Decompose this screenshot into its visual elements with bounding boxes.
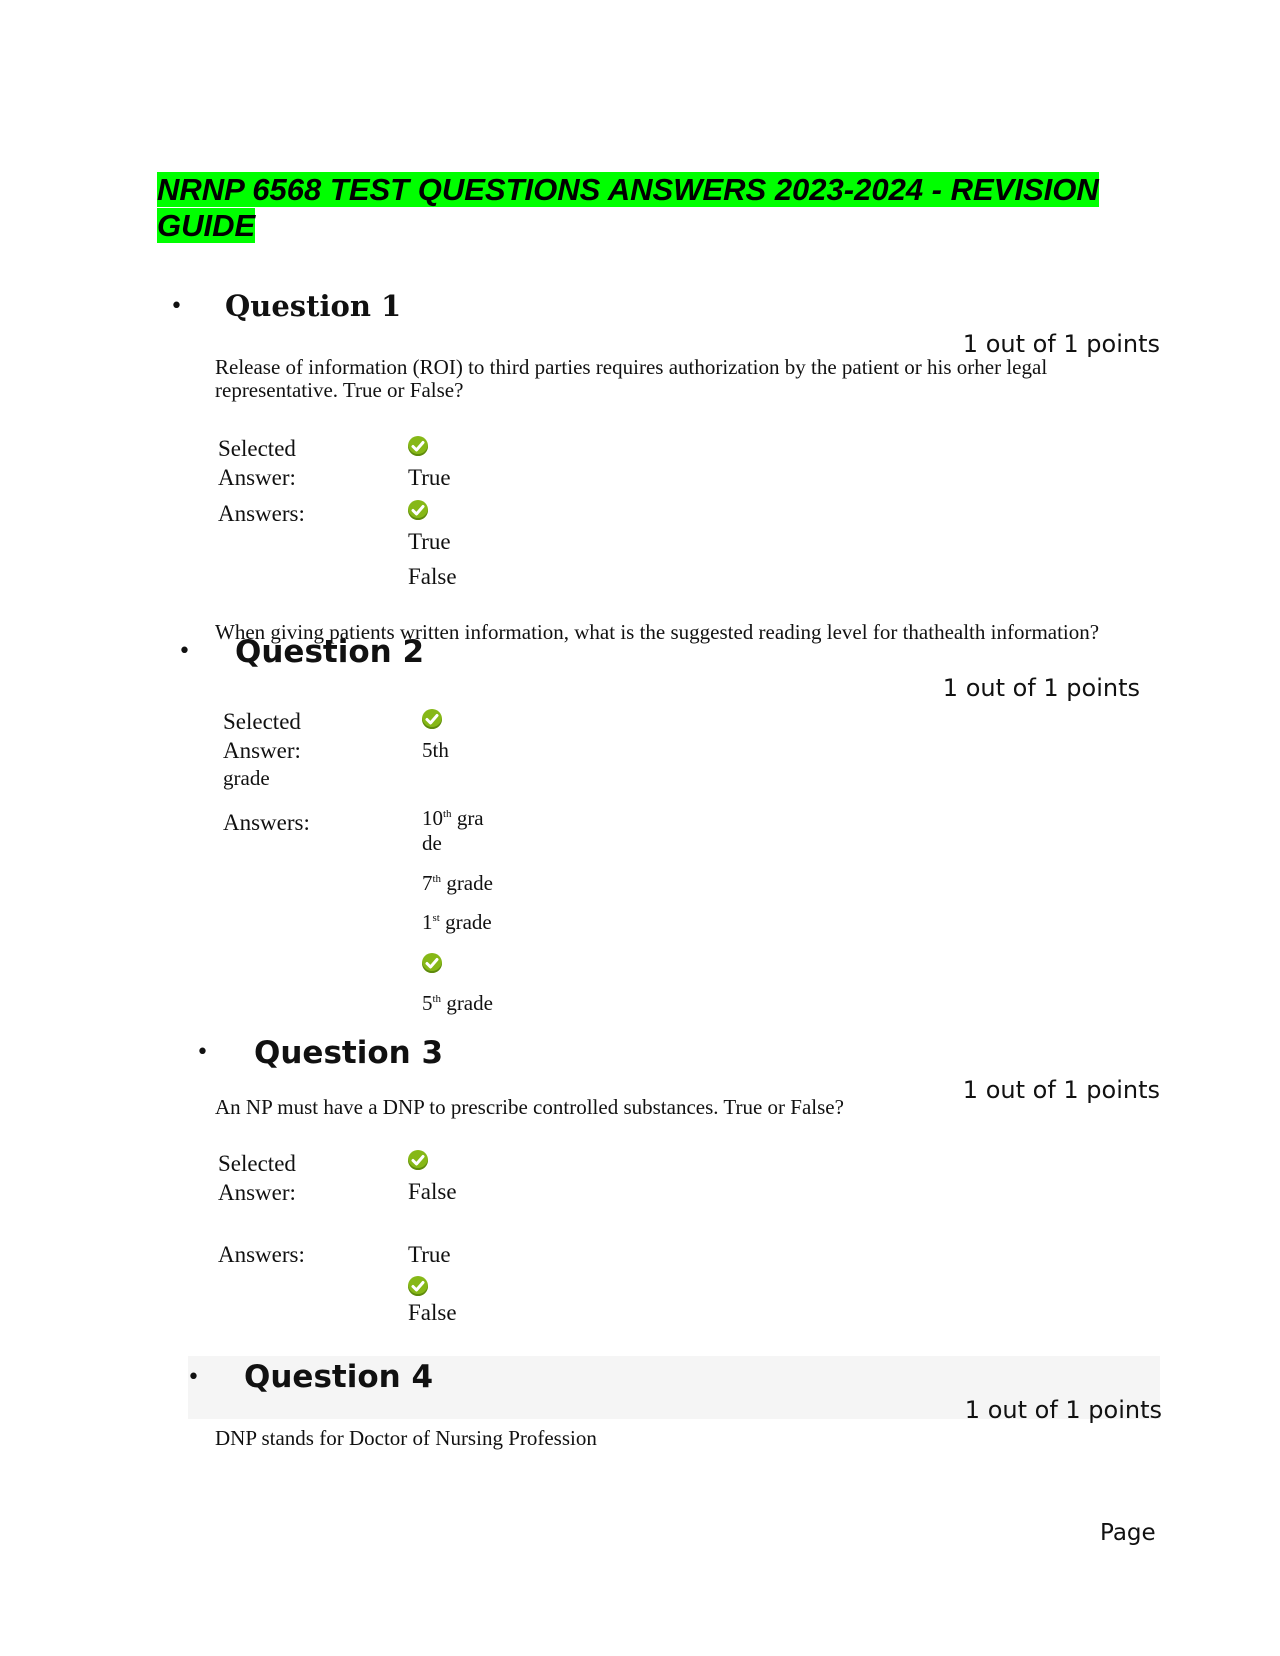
check-icon [408,500,428,520]
check-icon [422,953,442,973]
question-3-points-clip [900,1075,1160,1104]
question-1-heading: Question 1 [225,289,402,323]
question-2-answer-option: 7th grade [422,871,493,895]
question-2-selected-answer: 5th [422,738,449,762]
question-2-points: 1 out of 1 points [942,674,1140,702]
question-1-selected-answer: True [408,465,451,490]
check-icon [408,1276,428,1296]
bullet: • [170,294,183,319]
question-2-points-clip [880,673,1140,702]
answers-label: Answers: [218,1242,305,1267]
question-2-selected-answer-extra: grade [223,766,270,790]
question-4-heading: Question 4 [244,1359,434,1395]
bullet: • [196,1040,209,1065]
question-1-answer-option: True [408,529,451,554]
selected-answer-label: Selected Answer: [218,436,296,490]
selected-answer-label: Selected Answer: [223,709,301,763]
check-icon [422,709,442,729]
question-3-answer-option: True [408,1242,451,1267]
question-1-text: Release of information (ROI) to third parties requires authorization by the patient or his orher legal representative. True or False? [215,355,1048,402]
question-2-heading: Question 2 [235,634,425,670]
question-2-text: When giving patients written information, what is the suggested reading level for thathealth information? [215,620,1100,644]
question-1-points-clip [900,329,1160,358]
question-1-points: 1 out of 1 points [962,330,1160,358]
answers-label: Answers: [218,501,305,526]
question-3-heading: Question 3 [254,1035,444,1071]
question-3-points: 1 out of 1 points [962,1076,1160,1104]
question-4-text: DNP stands for Doctor of Nursing Profession [215,1426,597,1450]
question-2-answer-option: 1st grade [422,910,492,934]
page-label: Page [1100,1520,1156,1546]
question-1-answer-option: False [408,564,457,589]
question-3-answer-option: False [408,1300,457,1325]
question-3-selected-answer: False [408,1179,457,1204]
document-title: NRNP 6568 TEST QUESTIONS ANSWERS 2023-2024 - REVISION GUIDE [157,172,1099,243]
selected-answer-label: Selected Answer: [218,1151,296,1205]
bullet: • [178,639,191,664]
question-4-points: 1 out of 1 points [964,1396,1162,1424]
question-3-text: An NP must have a DNP to prescribe controlled substances. True or False? [215,1095,844,1119]
answers-label: Answers: [223,810,310,835]
check-icon [408,436,428,456]
check-icon [408,1150,428,1170]
bullet: • [187,1365,200,1390]
question-2-answer-option: 5th grade [422,991,493,1015]
question-2-answer-option: 10th grade [422,806,484,855]
